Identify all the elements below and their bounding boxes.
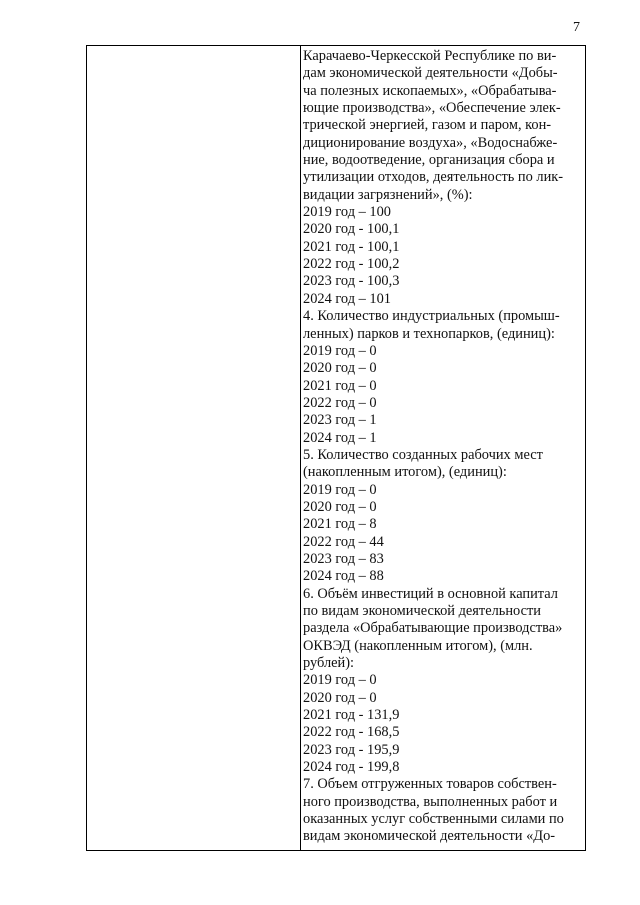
text-line: рублей): — [303, 655, 355, 672]
text-line: видации загрязнений», (%): — [303, 186, 473, 203]
text-line: 2023 год – 1 — [303, 412, 377, 429]
text-line: 2019 год – 0 — [303, 342, 377, 359]
text-line: раздела «Обрабатывающие производства» — [303, 620, 563, 637]
text-line: ча полезных ископаемых», «Обрабатыва- — [303, 82, 557, 99]
text-line: 7. Объем отгруженных товаров собствен- — [303, 776, 557, 793]
page-number: 7 — [573, 20, 580, 35]
table-frame — [86, 45, 586, 851]
text-line: Карачаево-Черкесской Республике по ви- — [303, 48, 557, 64]
text-line: 2021 год - 100,1 — [303, 238, 400, 255]
text-line: 2024 год – 1 — [303, 429, 377, 446]
text-line: 2024 год – 101 — [303, 290, 392, 307]
text-line: 2022 год - 100,2 — [303, 256, 400, 273]
left-column-cell — [87, 46, 300, 850]
text-line: оказанных услуг собственными силами по — [303, 811, 564, 828]
text-line: 2021 год – 8 — [303, 516, 377, 533]
text-line: ленных) парков и технопарков, (единиц): — [303, 325, 555, 342]
text-line: (накопленным итогом), (единиц): — [303, 464, 507, 481]
text-line: 2019 год – 0 — [303, 481, 377, 498]
right-column-cell — [303, 48, 585, 846]
text-line: 2020 год – 0 — [303, 498, 377, 515]
text-line: 2023 год - 195,9 — [303, 741, 400, 758]
text-line: 4. Количество индустриальных (промыш- — [303, 308, 560, 325]
text-line: 2020 год – 0 — [303, 689, 377, 706]
text-line: ющие производства», «Обеспечение элек- — [303, 100, 561, 117]
text-line: 2020 год – 0 — [303, 360, 377, 377]
text-line: диционирование воздуха», «Водоснабже- — [303, 134, 558, 151]
text-line: 2024 год - 199,8 — [303, 759, 400, 776]
text-line: 2023 год – 83 — [303, 550, 384, 567]
text-line: 2024 год – 88 — [303, 568, 384, 585]
text-line: дам экономической деятельности «Добы- — [303, 65, 558, 82]
text-line: ного производства, выполненных работ и — [303, 793, 558, 810]
text-line: ние, водоотведение, организация сбора и — [303, 152, 555, 169]
text-line: 2021 год - 131,9 — [303, 707, 400, 724]
text-line: 2019 год – 0 — [303, 672, 377, 689]
text-line: 6. Объём инвестиций в основной капитал — [303, 585, 558, 602]
text-line: видам экономической деятельности «До- — [303, 828, 556, 845]
text-line: 2022 год – 0 — [303, 394, 377, 411]
text-line: 2020 год - 100,1 — [303, 221, 400, 238]
text-line: 2019 год – 100 — [303, 204, 392, 221]
text-line: по видам экономической деятельности — [303, 603, 541, 619]
text-line: ОКВЭД (накопленным итогом), (млн. — [303, 637, 533, 654]
text-line: 2023 год - 100,3 — [303, 273, 400, 290]
text-line: 2022 год - 168,5 — [303, 724, 400, 741]
text-line: утилизации отходов, деятельность по лик- — [303, 169, 564, 186]
text-line: 2021 год – 0 — [303, 377, 377, 394]
text-line: 2022 год – 44 — [303, 533, 384, 550]
text-line: трической энергией, газом и паром, кон- — [303, 117, 552, 134]
text-line: 5. Количество созданных рабочих мест — [303, 446, 543, 463]
column-divider — [300, 46, 301, 850]
